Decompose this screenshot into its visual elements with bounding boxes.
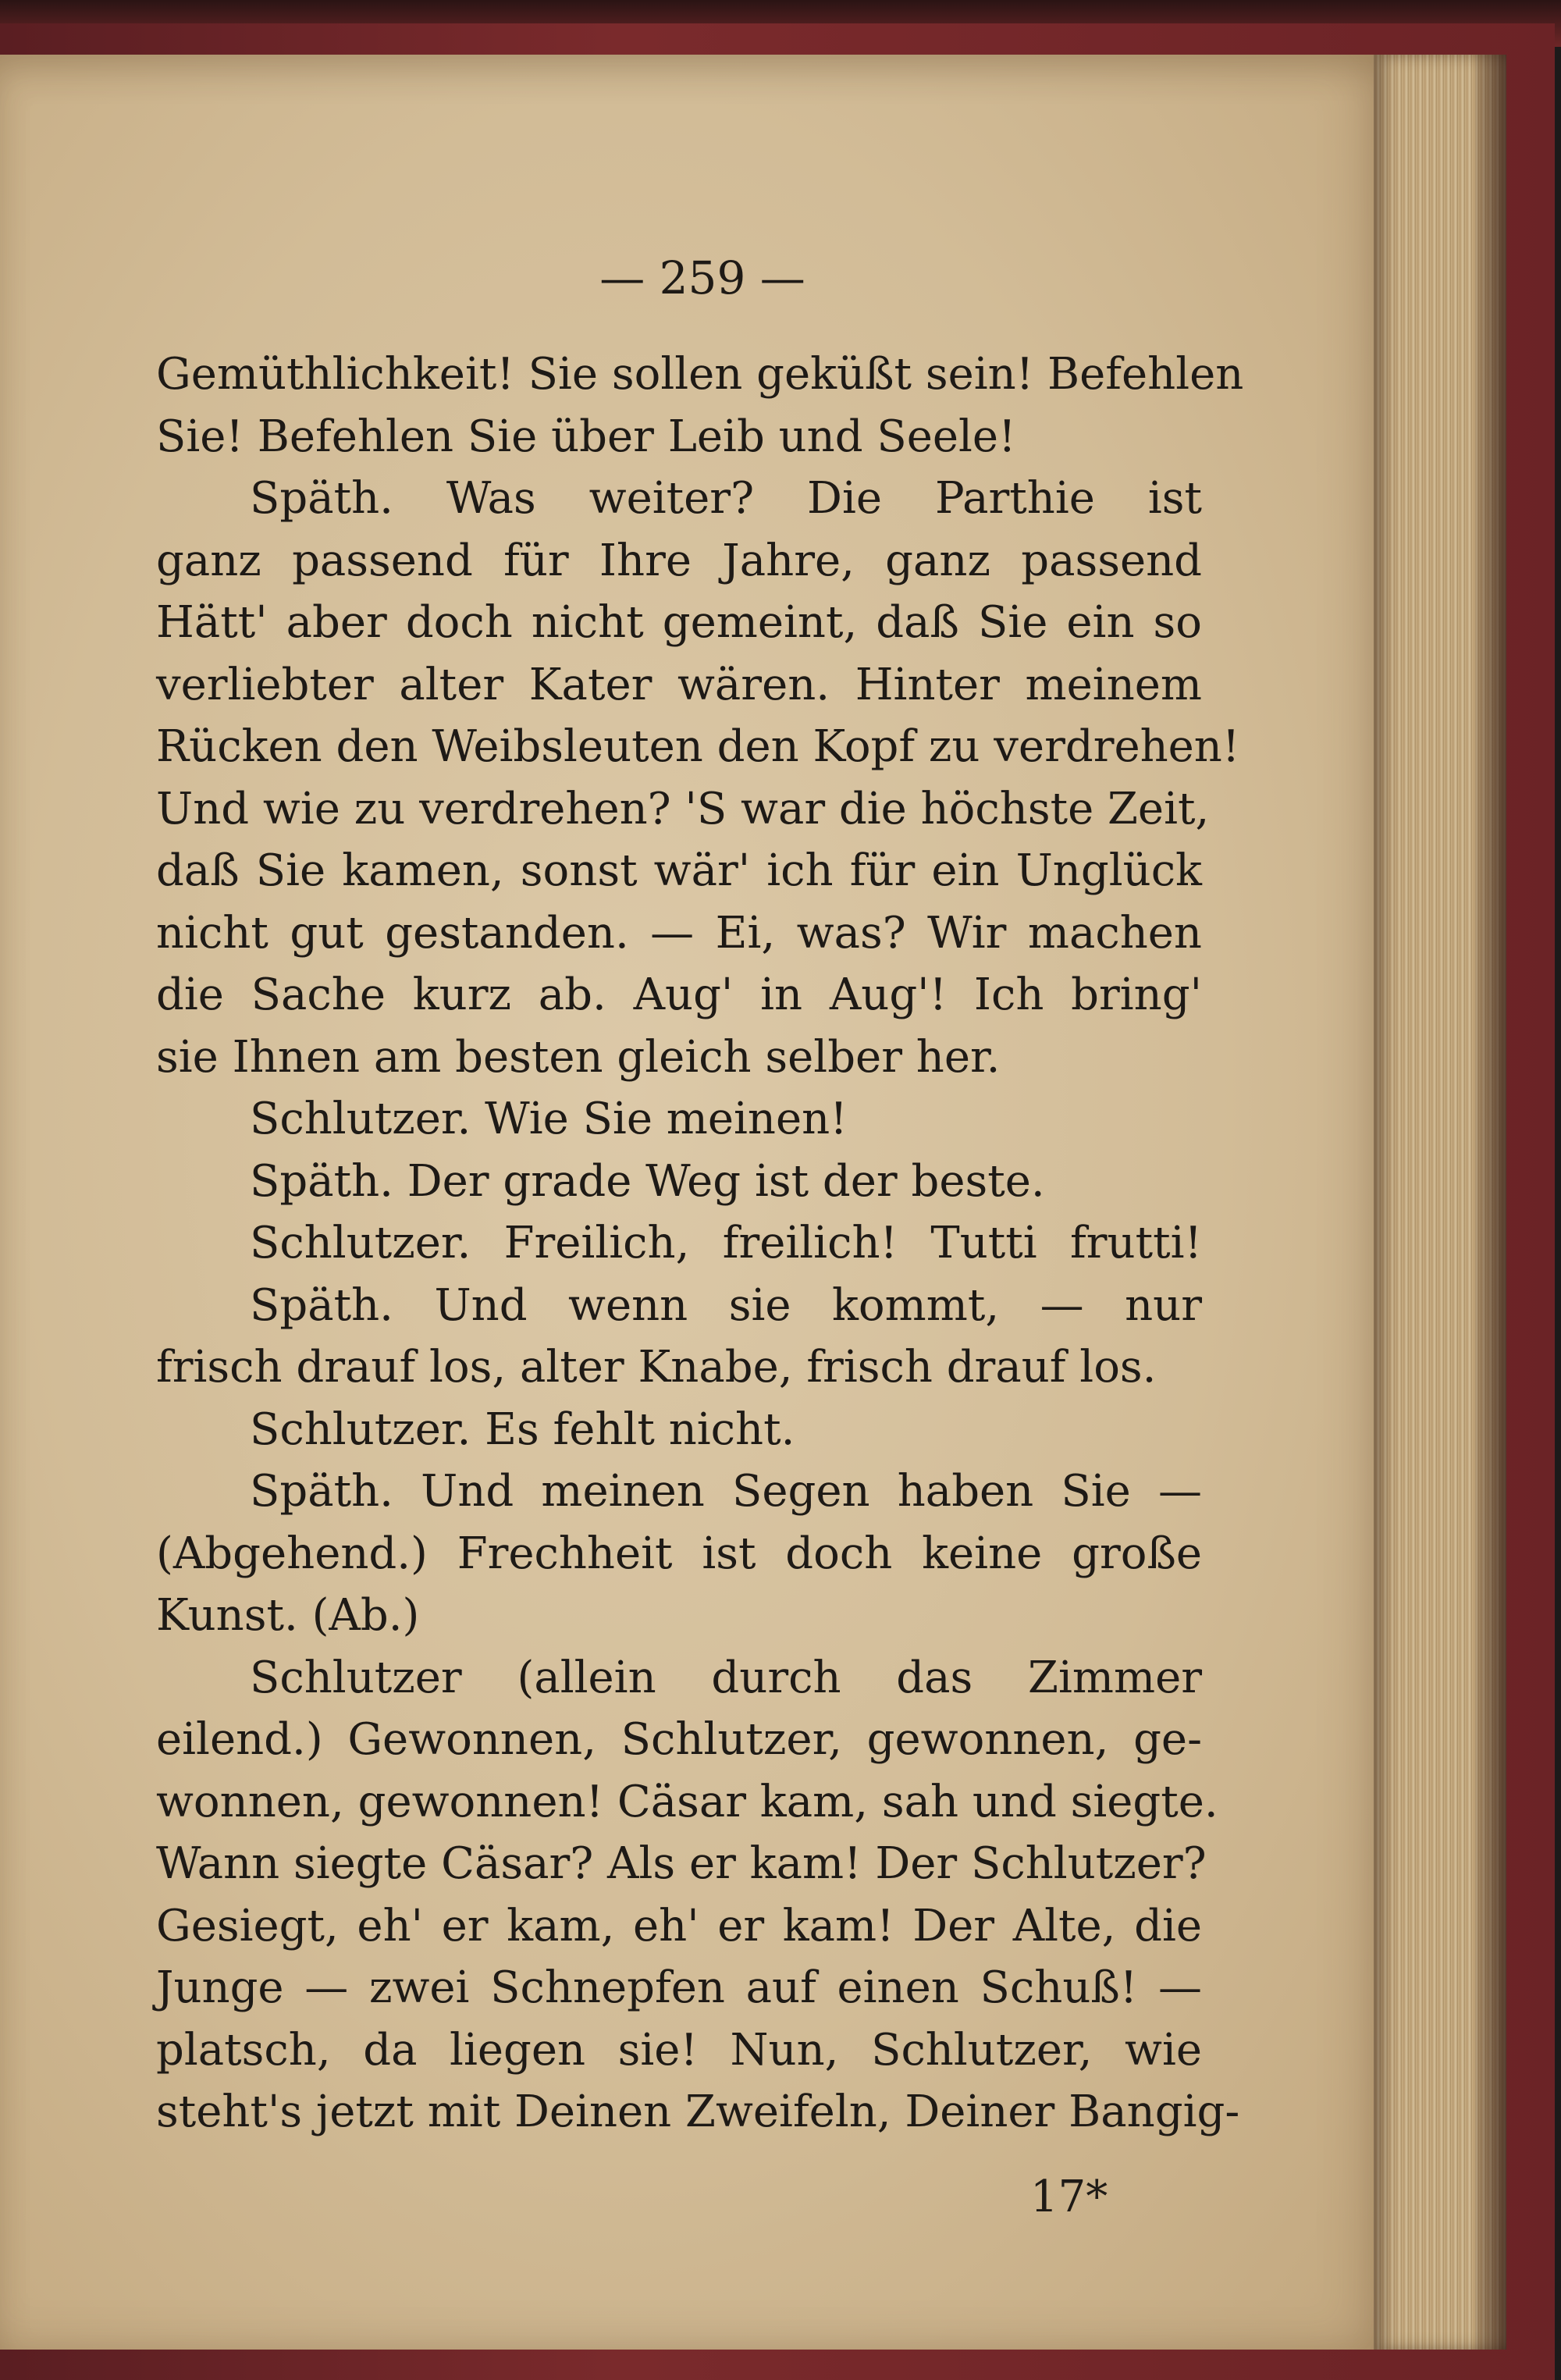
text-line: Schlutzer. Wie Sie meinen! [250, 1094, 848, 1144]
text-line: Kunst. (Ab.) [156, 1590, 420, 1641]
printer-signature: 17* [1030, 2172, 1108, 2222]
text-line: Gesiegt, eh' er kam, eh' er kam! Der Alte, die [156, 1900, 1202, 1951]
text-line: frisch drauf los, alter Knabe, frisch drauf los. [156, 1342, 1157, 1393]
text-line: ganz passend für Ihre Jahre, ganz passend [156, 535, 1202, 586]
text-line: Späth. Der grade Weg ist der beste. [250, 1155, 1045, 1207]
text-line: Sie! Befehlen Sie über Leib und Seele! [156, 411, 1016, 462]
text-line: verliebter alter Kater wären. Hinter meinem [156, 659, 1202, 710]
text-line: die Sache kurz ab. Aug' in Aug'! Ich bring' [156, 969, 1202, 1020]
text-line: Hätt' aber doch nicht gemeint, daß Sie ein so [156, 597, 1202, 648]
text-line: Späth. Und wenn sie kommt, — nur [250, 1279, 1202, 1331]
text-line: Rücken den Weibsleuten den Kopf zu verdrehen! [156, 721, 1240, 772]
text-line: Schlutzer (allein durch das Zimmer [250, 1652, 1202, 1703]
text-line: eilend.) Gewonnen, Schlutzer, gewonnen, ge- [156, 1714, 1202, 1765]
page-edges [1374, 55, 1506, 2350]
text-line: Späth. Was weiter? Die Parthie ist [250, 473, 1202, 524]
text-line: Schlutzer. Es fehlt nicht. [250, 1403, 795, 1455]
text-line: steht's jetzt mit Deinen Zweifeln, Deiner Bangig- [156, 2087, 1240, 2137]
text-line: (Abgehend.) Frechheit ist doch keine große [156, 1528, 1202, 1579]
page-number: — 259 — [599, 251, 805, 304]
text-line: Späth. Und meinen Segen haben Sie — [250, 1466, 1202, 1517]
text-line: Gemüthlichkeit! Sie sollen geküßt sein! Befehlen [156, 349, 1244, 400]
text-line: platsch, da liegen sie! Nun, Schlutzer, wie [156, 2024, 1202, 2076]
text-line: wonnen, gewonnen! Cäsar kam, sah und siegte. [156, 1776, 1218, 1827]
text-line: Und wie zu verdrehen? 'S war die höchste Zeit, [156, 783, 1210, 834]
text-line: daß Sie kamen, sonst wär' ich für ein Unglück [156, 845, 1202, 896]
text-line: Junge — zwei Schnepfen auf einen Schuß! — [156, 1962, 1202, 2013]
text-line: Schlutzer. Freilich, freilich! Tutti frutti! [250, 1218, 1202, 1268]
text-line: nicht gut gestanden. — Ei, was? Wir machen [156, 907, 1202, 959]
page-text [156, 343, 1244, 2143]
text-line: sie Ihnen am besten gleich selber her. [156, 1031, 1001, 1083]
text-line: Wann siegte Cäsar? Als er kam! Der Schlutzer? [156, 1838, 1207, 1889]
